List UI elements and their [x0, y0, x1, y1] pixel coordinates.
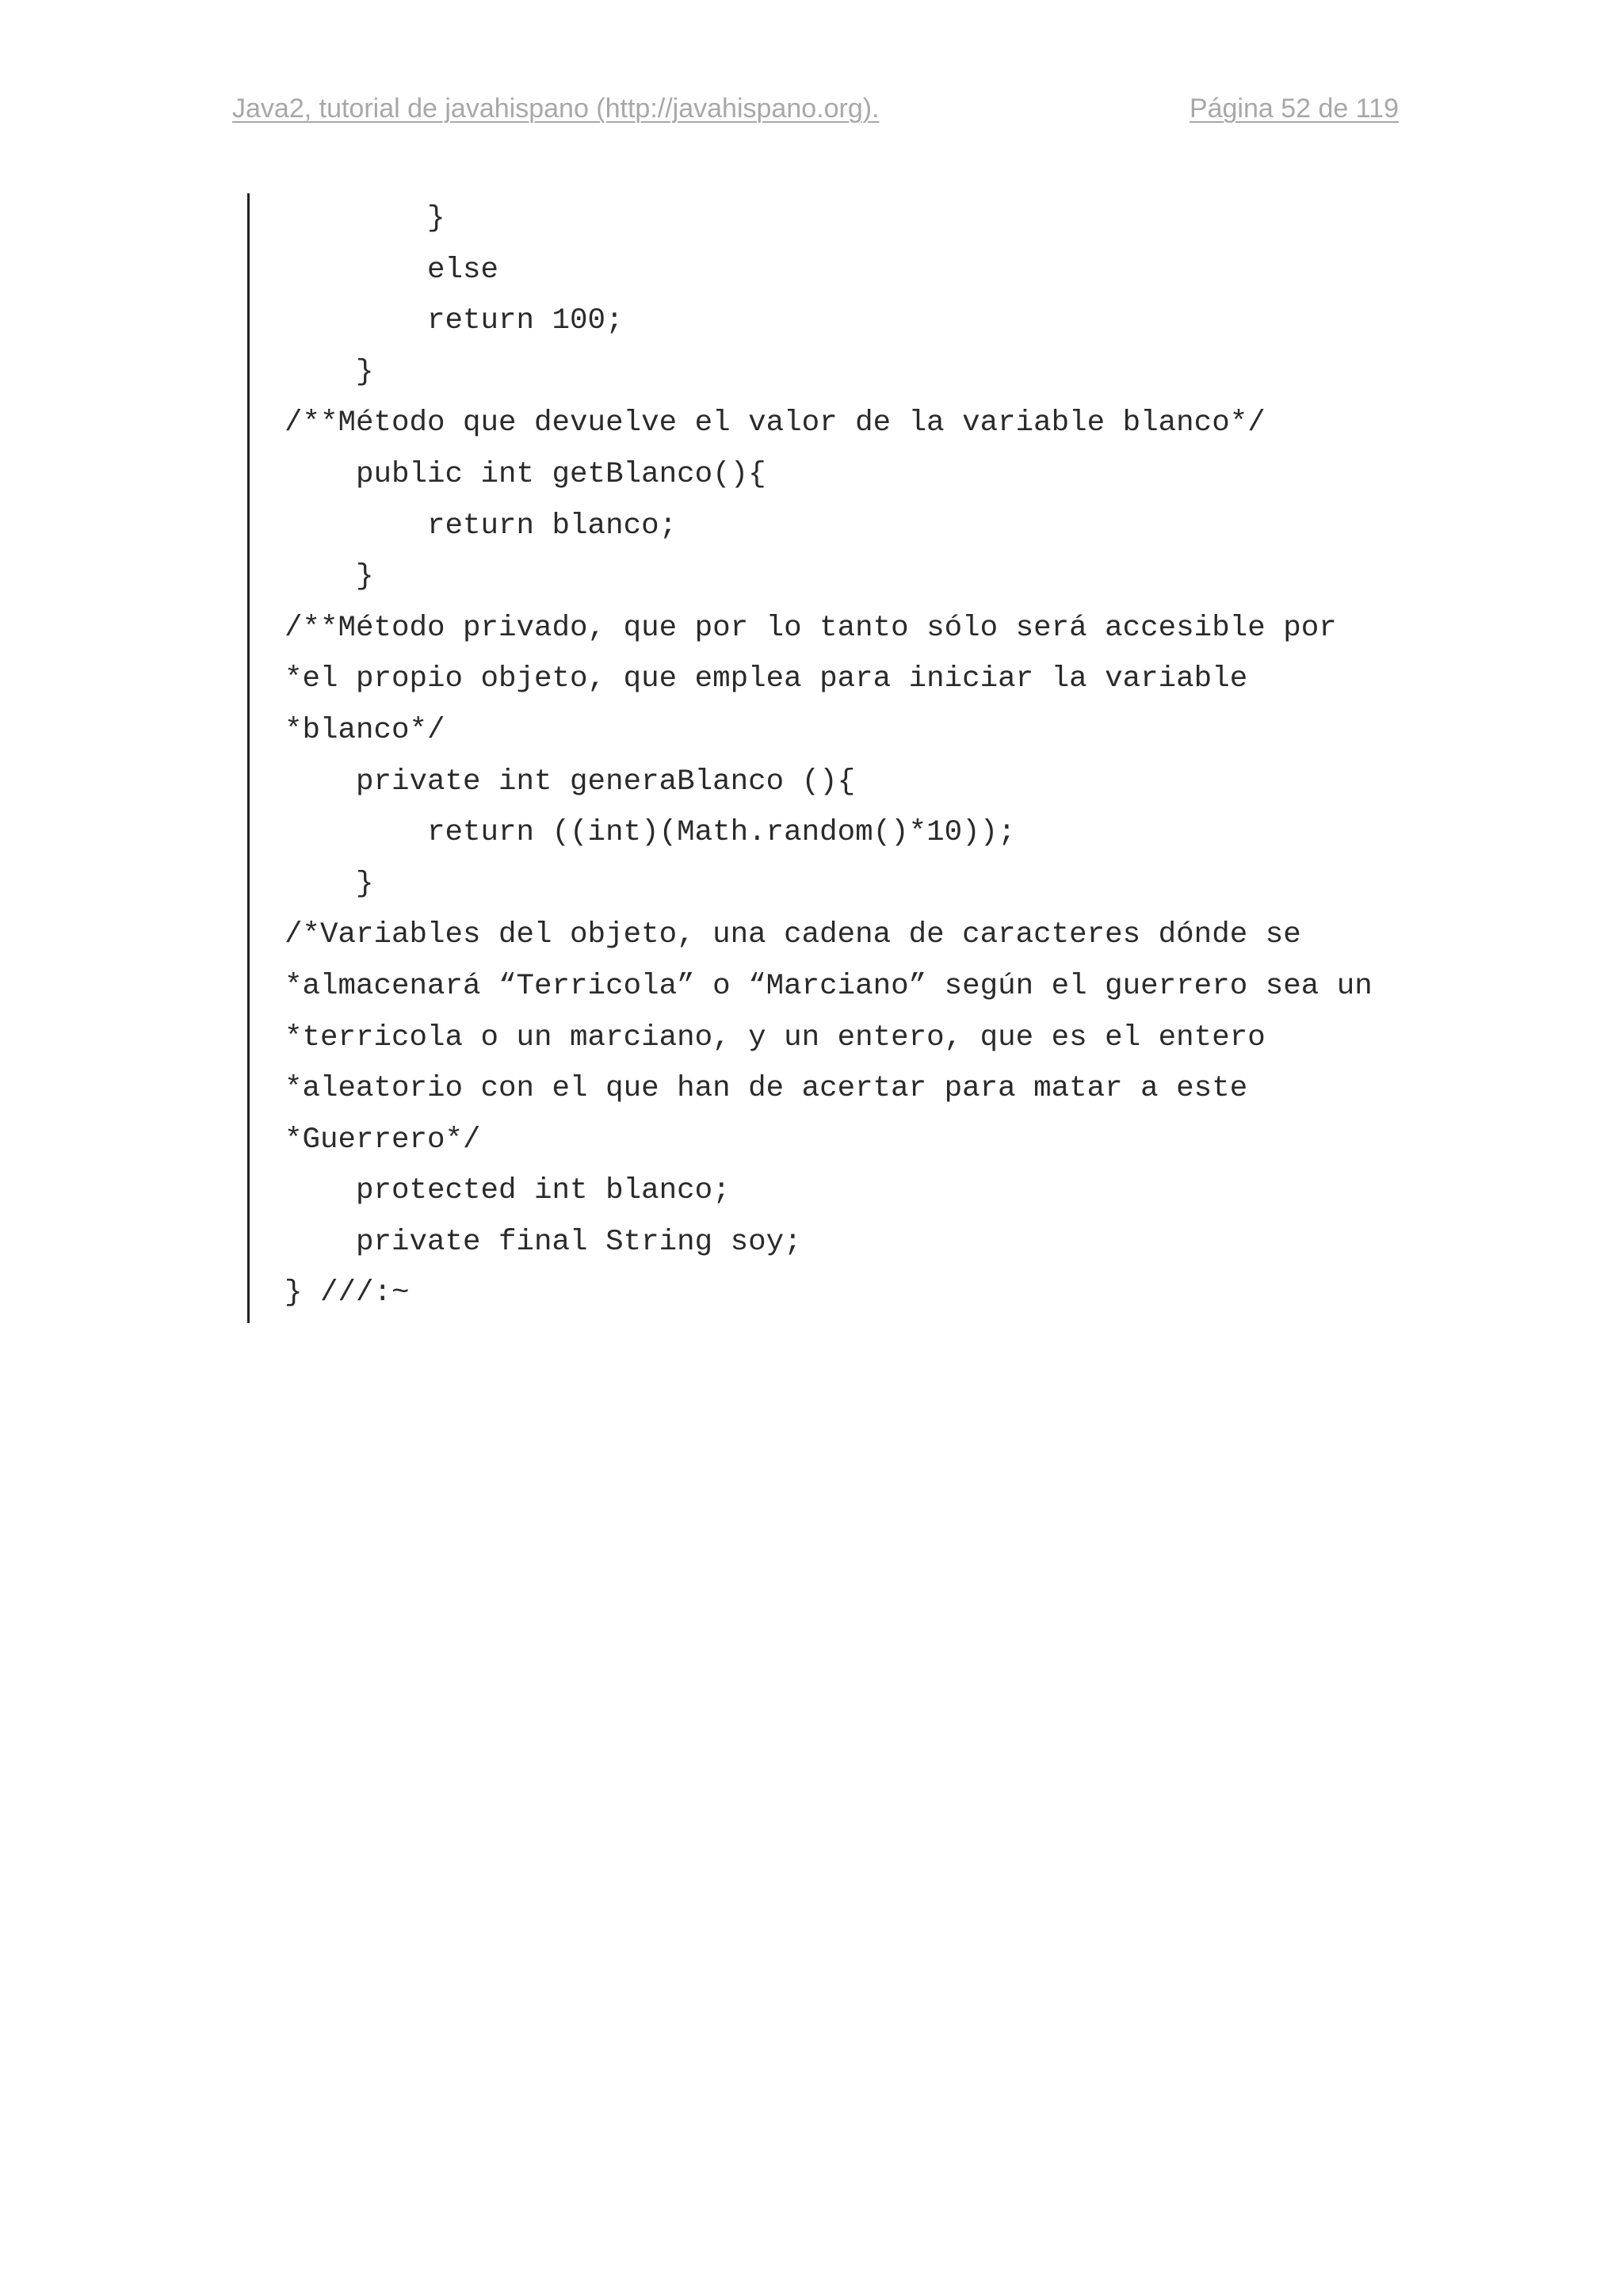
code-line: else: [285, 253, 499, 287]
page-number-link[interactable]: Página 52 de 119: [1189, 93, 1399, 124]
code-line: protected int blanco;: [285, 1174, 731, 1208]
code-line: return blanco;: [285, 509, 678, 543]
code-line: }: [285, 202, 445, 235]
code-listing: [247, 193, 1420, 1323]
code-line: *Guerrero*/: [285, 1123, 481, 1157]
code-lines: [285, 193, 1373, 1319]
code-line: /*Variables del objeto, una cadena de caracteres dónde se: [285, 918, 1301, 952]
code-line: }: [285, 867, 374, 901]
code-line: *blanco*/: [285, 713, 445, 747]
code-line: /**Método privado, que por lo tanto sólo será accesible por: [285, 611, 1337, 645]
code-line: return 100;: [285, 304, 624, 338]
code-line: }: [285, 560, 374, 594]
code-line: }: [285, 355, 374, 389]
code-line: } ///:~: [285, 1276, 410, 1310]
code-line: *terricola o un marciano, y un entero, que es el entero: [285, 1020, 1266, 1055]
code-line: public int getBlanco(){: [285, 457, 766, 491]
running-header: [232, 93, 1399, 133]
code-line: *almacenará “Terricola” o “Marciano” según el guerrero sea un: [285, 969, 1373, 1003]
code-line: /**Método que devuelve el valor de la variable blanco*/: [285, 406, 1266, 441]
code-line: *aleatorio con el que han de acertar para matar a este: [285, 1072, 1248, 1106]
document-title-link[interactable]: Java2, tutorial de javahispano (http://javahispano.org).: [232, 93, 880, 124]
code-line: return ((int)(Math.random()*10));: [285, 816, 1016, 850]
code-line: *el propio objeto, que emplea para iniciar la variable: [285, 662, 1248, 696]
code-line: private final String soy;: [285, 1225, 802, 1259]
code-line: private int generaBlanco (){: [285, 765, 856, 799]
